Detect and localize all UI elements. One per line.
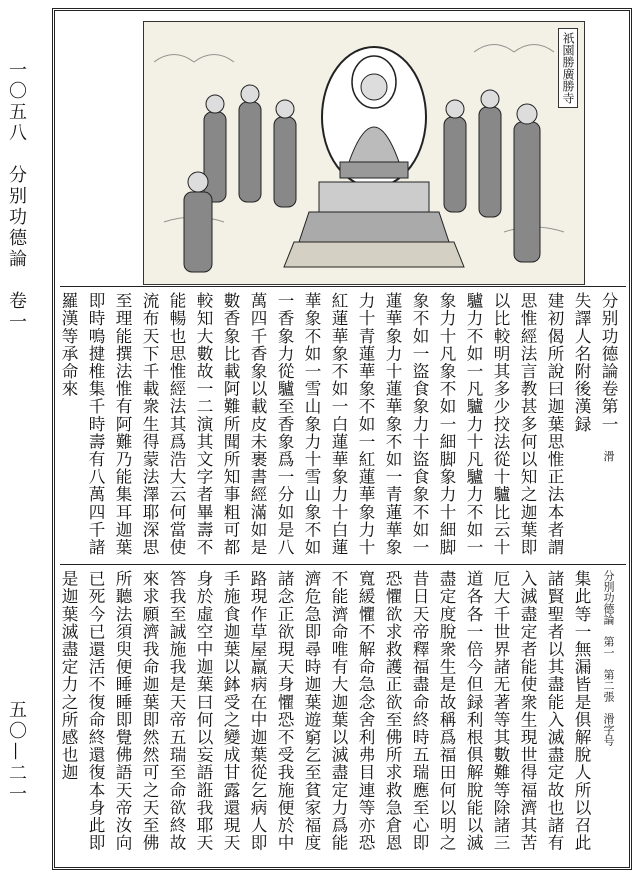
margin-volume-title: 一〇五八 分别功德論 卷一 [6, 60, 27, 333]
panel-byline: 失譯人名附後漢録 [572, 292, 591, 433]
illustration-drawing [144, 22, 584, 284]
panel-header: 分別功德論 第一 第二張 滑字号 [602, 570, 615, 746]
illustration-caption: 祇園勝廣勝寺 [558, 28, 578, 108]
text-panel-lower [59, 570, 622, 862]
margin-page-number: 五〇—二一 [6, 700, 27, 805]
panel-body: 集此等一無漏皆是俱解脫人所以召此諸賢聖者以其盡能入滅盡定故也諸有入滅盡定者能使衆生現世得福濟其苦厄大千世界諸无著等其數難等除諸三道各各一倍今但録利根俱解脫能以滅盡定度脫衆生是故稱爲福田何以明之昔日天帝釋福盡命終時五瑞應至心即恐懼欲求救護正欲至佛所求救急倉恩寬緩懼不解命急念舍利弗目連等亦恐不能濟命唯有大迦葉以滅盡定力爲能濟危急即尋時迦葉遊窮乞至貧家福度諸念正欲現天身懼恐不受我施便於中路現作草屋羸病在中迦葉從乞病人即手施食迦葉以鉢受之變成甘露還現天身於虛空中迦葉曰何以妄語誑我耶天答我至誠施我是天帝五瑞至命欲終故來求願濟我命迦葉即然然可之天至佛所聽法須臾便睡睡即覺佛語天帝汝向已死今已還活不復命終還復本身此即是迦葉滅盡定力之所感也迦 [59, 570, 591, 852]
buddha-assembly-illustration [143, 21, 585, 285]
section-divider [60, 564, 626, 565]
panel-body: 建初偈所說曰迦葉思惟正法本者謂思惟經法言教甚多何以知之迦葉即以比較明其多少挍法從十驢比云十驢力不如一凡驢力十凡驢力不如一象力十凡象不如一細脚象力十細脚象不如一盜食象力十盜食象不如一蓮華象力十蓮華象不如一青蓮華象力十青蓮華象不如一紅蓮華象力十紅蓮華象不如一白蓮華象力十白蓮華象不如一雪山象力十雪山象不如一香象力從驢至香象爲一分如是八萬四千香象以載皮未裹書經滿如是數香象比載阿難所聞所知事粗可都較知大數故一二演其文字者畢壽不能暢也思惟經法其爲浩大云何當使流布天下千載衆生得蒙法澤耶深思至理能撰法惟有阿難乃能集耳迦葉即時鳴揵椎集千時壽有八萬四千諸羅漢等承命來 [59, 292, 564, 556]
text-panel-upper [59, 292, 622, 558]
section-divider [60, 286, 626, 287]
panel-header: 分别功德論卷第一 滑 [599, 292, 618, 462]
panel-marker: 滑 [602, 450, 615, 462]
